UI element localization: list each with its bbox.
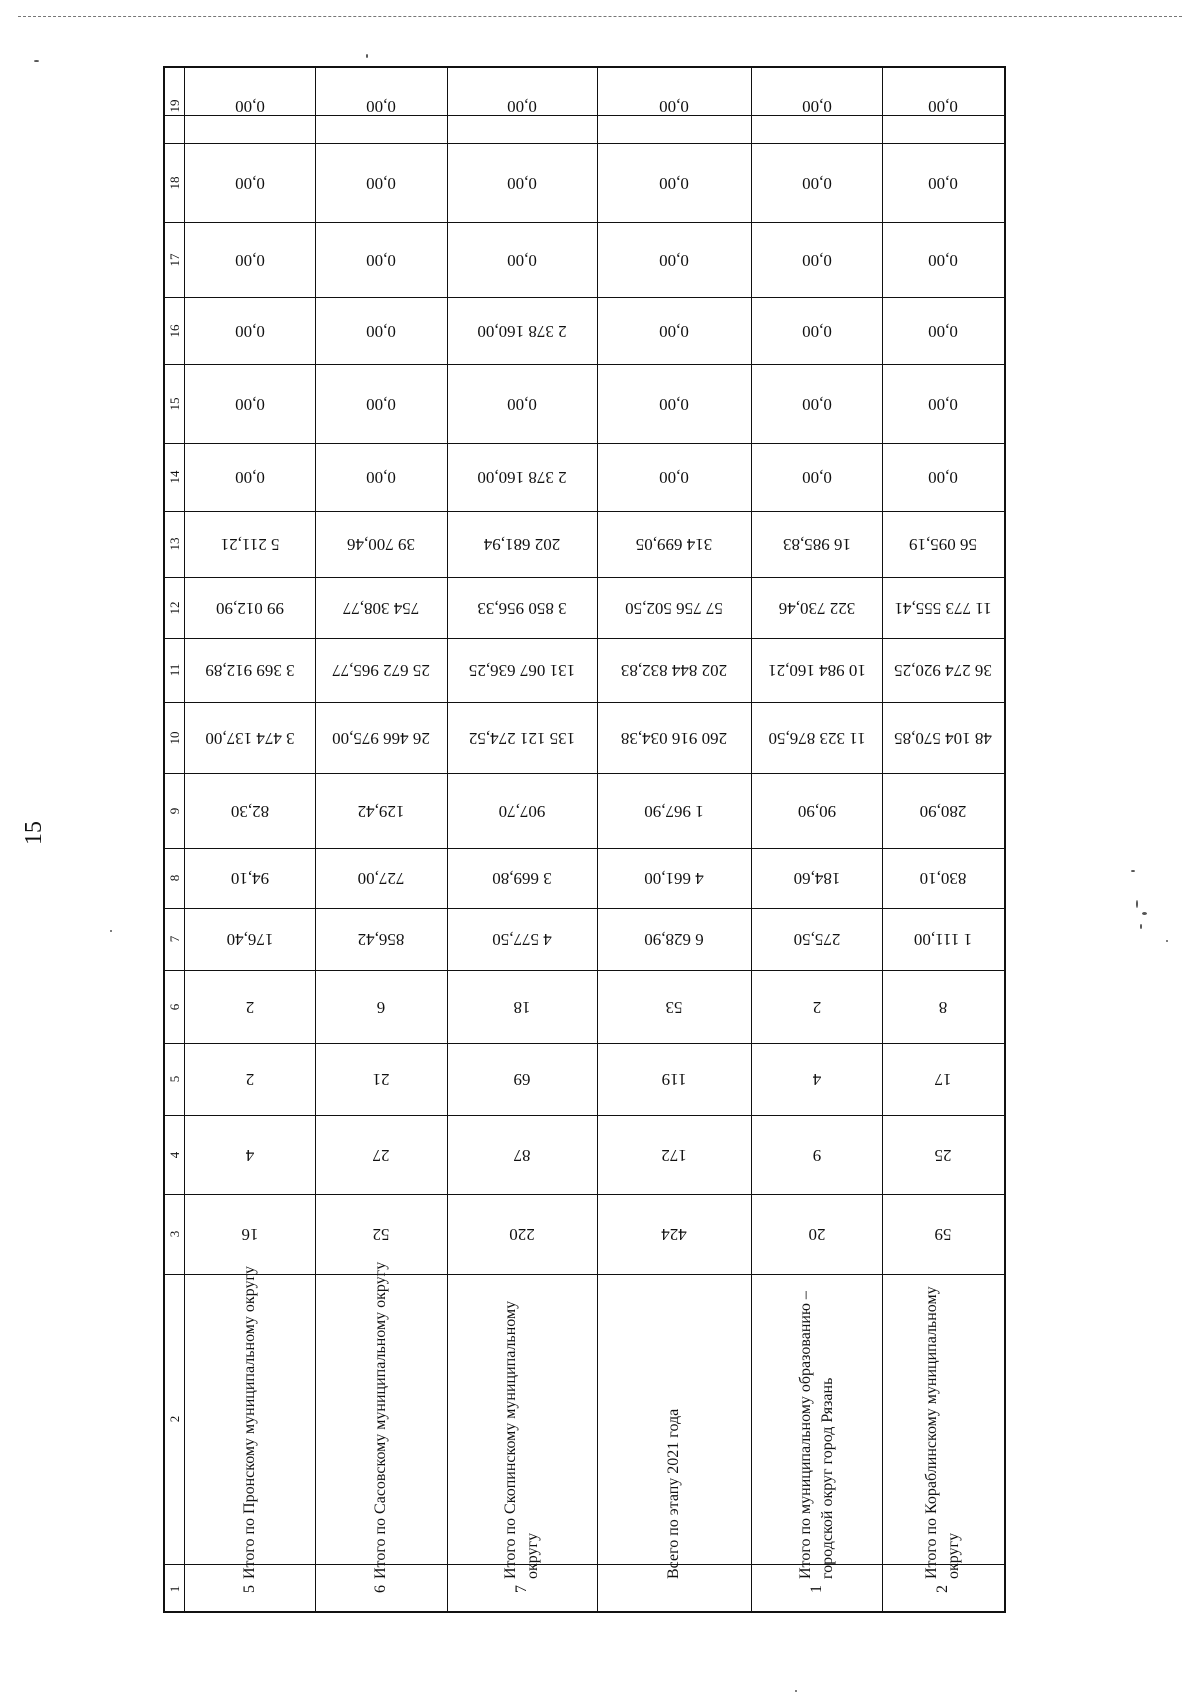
row-name: Итого по Скопинскому муниципальному округу (502, 1300, 541, 1579)
cell-value: 314 699,05 (635, 535, 713, 554)
cell-value: 119 (661, 1070, 687, 1089)
table-cell (315, 970, 447, 1043)
row-name-cell (447, 1274, 597, 1579)
column-number-label: 1 (167, 1585, 182, 1592)
table-cell (882, 577, 1004, 638)
cell-value: 172 (661, 1145, 687, 1165)
top-rule (18, 16, 1182, 17)
cell-value: 3 369 912,89 (205, 661, 295, 680)
cell-value: 0,00 (659, 250, 689, 270)
table-cell (447, 222, 597, 297)
table-cell (597, 1115, 751, 1194)
cell-value: 220 (509, 1225, 535, 1244)
cell-value: 3 474 137,00 (205, 728, 295, 748)
cell-value: 129,42 (357, 801, 405, 821)
table-cell (597, 443, 751, 511)
table-cell (882, 848, 1004, 908)
table-cell (597, 143, 751, 222)
cell-value: 856,42 (357, 930, 405, 949)
column-number-header (165, 222, 185, 297)
scan-speck (110, 930, 112, 932)
row-number: 5 (241, 1584, 258, 1593)
cell-value: 53 (665, 997, 683, 1017)
table-cell (447, 1043, 597, 1115)
cell-value: 87 (513, 1145, 531, 1165)
cell-value: 48 104 570,85 (894, 728, 992, 748)
column-number-header (165, 970, 185, 1043)
cell-value: 0,00 (366, 468, 396, 487)
table-cell (882, 364, 1004, 443)
cell-value: 0,00 (801, 173, 832, 193)
table-cell (882, 638, 1004, 702)
table-cell (185, 511, 315, 577)
column-number-label: 8 (167, 874, 182, 882)
cell-value: 1 967,90 (644, 801, 704, 821)
table-cell (185, 364, 315, 443)
row-name: Итого по Кораблинскому муниципальному округу (923, 1286, 962, 1579)
column-number-label: 5 (167, 1075, 182, 1083)
table-cell (185, 1043, 315, 1115)
cell-value: 0,00 (659, 96, 689, 116)
column-number-header (165, 577, 185, 638)
table-cell (882, 143, 1004, 222)
cell-value: 11 323 876,50 (767, 728, 866, 748)
table-cell (751, 773, 882, 848)
column-number-header (165, 638, 185, 702)
table-cell (597, 297, 751, 364)
table-cell (882, 443, 1004, 511)
row-number-cell (315, 1564, 447, 1613)
cell-value: 0,00 (928, 468, 958, 487)
table-cell (315, 577, 447, 638)
cell-value: 18 (513, 997, 531, 1017)
cell-value: 5 211,21 (220, 535, 280, 554)
table-cell (882, 1043, 1004, 1115)
cell-value: 26 466 975,00 (332, 728, 430, 748)
row-name-cell (315, 1261, 447, 1579)
column-number-label: 13 (167, 537, 182, 551)
column-number-header (165, 143, 185, 222)
column-number-header (165, 443, 185, 511)
table-cell (315, 222, 447, 297)
cell-value: 59 (934, 1225, 952, 1244)
table-cell (751, 577, 882, 638)
column-number-label: 16 (167, 324, 182, 337)
scan-speck (366, 54, 368, 58)
table-cell (751, 638, 882, 702)
row-number: 2 (934, 1584, 951, 1593)
cell-value: 25 672 965,77 (332, 661, 430, 680)
cell-value: 27 (372, 1145, 390, 1165)
table-cell (882, 773, 1004, 848)
scan-speck (1131, 870, 1135, 872)
cell-value: 0,00 (235, 321, 265, 341)
column-number-label: 9 (167, 807, 182, 814)
cell-value: 2 378 160,00 (477, 468, 567, 487)
column-number-label: 19 (167, 99, 182, 112)
table-cell (751, 443, 882, 511)
column-number-label: 18 (167, 176, 182, 189)
table-cell (882, 68, 1004, 143)
table-cell (315, 297, 447, 364)
column-number-label: 7 (167, 935, 182, 943)
table-cell (447, 908, 597, 970)
table-cell (315, 443, 447, 511)
column-number-label: 4 (167, 1151, 182, 1158)
cell-value: 94,10 (230, 869, 270, 888)
cell-value: 0,00 (801, 468, 832, 487)
table-cell (882, 297, 1004, 364)
table-cell (315, 1043, 447, 1115)
cell-value: 6 (376, 997, 386, 1017)
cell-value: 754 308,77 (342, 598, 420, 618)
cell-value: 52 (372, 1225, 390, 1244)
table-cell (185, 702, 315, 773)
cell-value: 0,00 (235, 468, 265, 487)
cell-value: 1 111,00 (913, 930, 973, 949)
row-name-cell (751, 1274, 882, 1579)
table-cell (597, 702, 751, 773)
table-cell (315, 638, 447, 702)
cell-value: 0,00 (235, 96, 265, 116)
cell-value: 25 (934, 1145, 952, 1165)
cell-value: 280,90 (919, 801, 967, 821)
table-cell (882, 970, 1004, 1043)
cell-value: 907,70 (498, 801, 546, 821)
row-number-cell (751, 1564, 882, 1613)
table-cell (882, 702, 1004, 773)
cell-value: 131 067 636,25 (468, 661, 576, 680)
table-cell (751, 848, 882, 908)
cell-value: 0,00 (659, 173, 689, 193)
cell-value: 9 (812, 1145, 821, 1165)
row-number-cell (882, 1564, 1004, 1613)
cell-value: 0,00 (507, 394, 537, 414)
cell-value: 0,00 (928, 96, 958, 116)
cell-value: 0,00 (366, 394, 396, 414)
table-cell (447, 773, 597, 848)
table-cell (185, 908, 315, 970)
table-cell (597, 222, 751, 297)
table-cell (315, 908, 447, 970)
table-cell (751, 908, 882, 970)
cell-value: 4 577,50 (492, 930, 552, 949)
table-cell (751, 143, 882, 222)
cell-value: 2 378 160,00 (477, 321, 567, 341)
table-cell (597, 364, 751, 443)
cell-value: 2 (245, 997, 255, 1017)
table-cell (185, 577, 315, 638)
column-number-label: 3 (167, 1230, 182, 1238)
cell-value: 0,00 (659, 394, 689, 414)
table-cell (751, 511, 882, 577)
row-number: 7 (513, 1584, 530, 1593)
scan-speck (1166, 940, 1168, 942)
table-cell (185, 638, 315, 702)
table-cell (447, 443, 597, 511)
cell-value: 260 916 034,38 (620, 728, 728, 748)
table-cell (751, 68, 882, 143)
column-number-header (165, 702, 185, 773)
cell-value: 11 773 555,41 (894, 598, 992, 618)
row-name: Итого по муниципальному образованию – городской округ город Рязань (796, 1291, 836, 1579)
row-number-cell (447, 1564, 597, 1613)
table-cell (751, 364, 882, 443)
table-cell (882, 1115, 1004, 1194)
table-cell (315, 364, 447, 443)
row-number-cell (597, 1564, 751, 1613)
cell-value: 0,00 (928, 250, 958, 270)
cell-value: 727,00 (357, 869, 405, 888)
row-name: Всего по этапу 2021 года (665, 1408, 682, 1579)
cell-value: 99 012,90 (216, 598, 284, 618)
table-cell (447, 638, 597, 702)
scan-speck (1140, 924, 1142, 929)
column-number-header (165, 1043, 185, 1115)
cell-value: 36 274 920,25 (894, 661, 992, 680)
cell-value: 0,00 (928, 394, 958, 414)
cell-value: 0,00 (928, 173, 958, 193)
table-cell (751, 702, 882, 773)
cell-value: 0,00 (659, 321, 689, 341)
cell-value: 0,00 (366, 96, 396, 116)
cell-value: 0,00 (235, 173, 265, 193)
table-cell (447, 577, 597, 638)
scan-speck (1142, 912, 1147, 915)
cell-value: 176,40 (226, 930, 274, 949)
table-cell (447, 68, 597, 143)
column-number-header (165, 773, 185, 848)
table-cell (882, 908, 1004, 970)
cell-value: 275,50 (793, 930, 840, 949)
data-table (163, 66, 1006, 1613)
cell-value: 135 121 274,52 (468, 728, 576, 748)
row-number: 1 (807, 1584, 825, 1593)
column-number-label: 12 (167, 601, 182, 614)
table-cell (751, 222, 882, 297)
table-cell (882, 222, 1004, 297)
row-number: 6 (372, 1584, 389, 1593)
column-number-header (165, 1564, 185, 1613)
cell-value: 0,00 (366, 173, 396, 193)
table-cell (185, 443, 315, 511)
table-cell (185, 222, 315, 297)
cell-value: 0,00 (366, 321, 396, 341)
scan-speck (795, 1690, 797, 1692)
cell-value: 0,00 (235, 250, 265, 270)
table-cell (597, 848, 751, 908)
column-number-label: 14 (167, 470, 182, 484)
cell-value: 39 700,46 (347, 535, 415, 554)
cell-value: 0,00 (801, 96, 832, 116)
cell-value: 4 (812, 1070, 821, 1089)
table-cell (597, 773, 751, 848)
table-cell (751, 1043, 882, 1115)
table-cell (447, 143, 597, 222)
table-cell (751, 297, 882, 364)
cell-value: 8 (938, 997, 948, 1017)
table-cell (447, 297, 597, 364)
page-number: 15 (21, 821, 47, 845)
table-cell (315, 1115, 447, 1194)
table-cell (315, 848, 447, 908)
column-number-label: 11 (167, 663, 182, 677)
table-cell (597, 1043, 751, 1115)
cell-value: 0,00 (801, 250, 832, 270)
cell-value: 0,00 (801, 394, 832, 414)
cell-value: 17 (934, 1070, 952, 1089)
table-cell (185, 68, 315, 143)
table-cell (597, 577, 751, 638)
cell-value: 0,00 (235, 394, 265, 414)
table-cell (882, 511, 1004, 577)
cell-value: 4 661,00 (644, 869, 704, 888)
column-number-header (165, 297, 185, 364)
table-cell (447, 970, 597, 1043)
cell-value: 20 (808, 1225, 825, 1244)
cell-value: 0,00 (659, 468, 689, 487)
column-number-header (165, 908, 185, 970)
table-cell (447, 511, 597, 577)
table-cell (185, 1115, 315, 1194)
cell-value: 830,10 (919, 869, 967, 888)
table-cell (185, 970, 315, 1043)
row-name: Итого по Сасовскому муниципальному округу (372, 1261, 389, 1579)
table-cell (315, 702, 447, 773)
table-cell (447, 1115, 597, 1194)
cell-value: 16 985,83 (782, 535, 851, 554)
cell-value: 6 628,90 (644, 930, 704, 949)
cell-value: 3 669,80 (492, 869, 552, 888)
table-cell (597, 638, 751, 702)
cell-value: 184,60 (793, 869, 840, 888)
cell-value: 57 756 502,50 (625, 598, 723, 618)
cell-value: 10 984 160,21 (767, 661, 866, 680)
row-name: Итого по Пронскому муниципальному округу (241, 1265, 258, 1579)
table-cell (447, 848, 597, 908)
column-number-label: 15 (167, 397, 182, 410)
column-number-header (165, 364, 185, 443)
column-number-header (165, 1274, 185, 1564)
table-cell (751, 1115, 882, 1194)
cell-value: 69 (513, 1070, 531, 1089)
row-name-cell (882, 1274, 1004, 1579)
scan-speck (34, 60, 39, 62)
table-cell (315, 511, 447, 577)
cell-value: 202 681,94 (483, 535, 561, 554)
table-cell (185, 143, 315, 222)
cell-value: 202 844 832,83 (620, 661, 728, 680)
cell-value: 16 (241, 1225, 259, 1244)
table-cell (597, 970, 751, 1043)
table-cell (315, 143, 447, 222)
table-cell (315, 773, 447, 848)
cell-value: 0,00 (801, 321, 832, 341)
cell-value: 56 095,19 (909, 535, 977, 554)
cell-value: 322 730,46 (778, 598, 855, 618)
column-number-header (165, 1115, 185, 1194)
table-cell (597, 68, 751, 143)
row-number-cell (185, 1564, 315, 1613)
cell-value: 4 (245, 1145, 255, 1165)
table-cell (751, 970, 882, 1043)
cell-value: 3 850 956,33 (477, 598, 567, 618)
cell-value: 0,00 (366, 250, 396, 270)
column-number-header (165, 1194, 185, 1274)
table-cell (315, 68, 447, 143)
cell-value: 2 (812, 997, 821, 1017)
cell-value: 82,30 (230, 801, 270, 821)
column-number-header (165, 511, 185, 577)
cell-value: 90,90 (797, 801, 836, 821)
cell-value: 0,00 (507, 250, 537, 270)
scan-speck (1136, 900, 1138, 908)
table-cell (185, 297, 315, 364)
column-number-label: 10 (167, 731, 182, 744)
table-cell (447, 702, 597, 773)
cell-value: 0,00 (507, 96, 537, 116)
cell-value: 2 (245, 1070, 255, 1089)
row-name-cell (597, 1274, 751, 1579)
cell-value: 0,00 (507, 173, 537, 193)
column-number-label: 2 (167, 1415, 182, 1423)
column-number-header (165, 848, 185, 908)
column-number-label: 17 (167, 253, 182, 266)
cell-value: 424 (661, 1225, 687, 1244)
row-name-cell (185, 1265, 315, 1579)
column-number-header (165, 68, 185, 143)
cell-value: 21 (372, 1070, 390, 1089)
table-cell (185, 848, 315, 908)
table-cell (597, 511, 751, 577)
table-cell (185, 773, 315, 848)
cell-value: 0,00 (928, 321, 958, 341)
table-cell (447, 364, 597, 443)
column-number-label: 6 (167, 1003, 182, 1010)
table-cell (597, 908, 751, 970)
